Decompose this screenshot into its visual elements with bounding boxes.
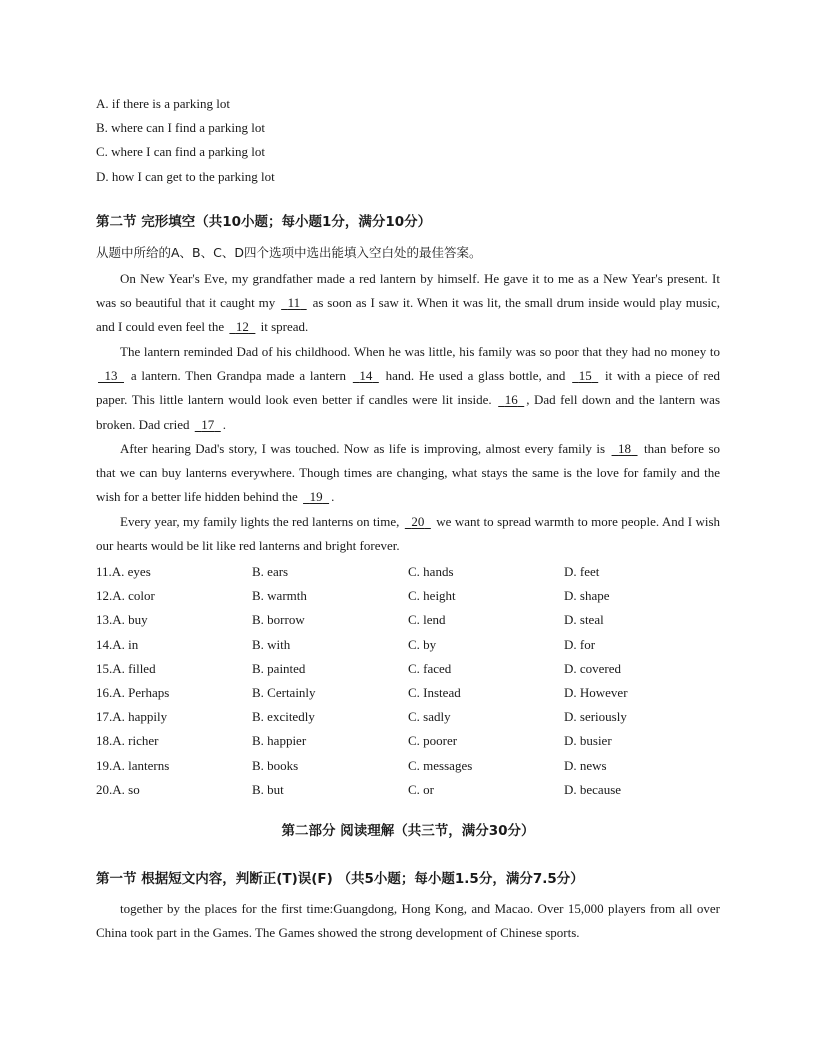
choice-option: 19.A. lanterns bbox=[96, 757, 170, 773]
passage-text: it with a piece of red paper. This little lantern would look even better if candles were lit inside. bbox=[96, 368, 721, 408]
part2-passage: together by the places for the first time:Guangdong, Hong Kong, and Macao. Over 15,000 players from all over China took part in the Games. The Games showed the strong development of Chinese sports. bbox=[96, 901, 720, 941]
blank-14: 14 bbox=[359, 368, 373, 384]
choice-option: D. shape bbox=[564, 588, 610, 604]
prev-option-b: B. where can I find a parking lot bbox=[96, 120, 265, 135]
choice-option: D. feet bbox=[564, 564, 600, 579]
blank-11: 11 bbox=[287, 295, 301, 311]
blank-15: 15 bbox=[578, 368, 592, 384]
blank-18: 18 bbox=[618, 441, 632, 456]
blank-13: 13 bbox=[104, 368, 118, 384]
choice-option: B. warmth bbox=[252, 588, 307, 604]
choice-option: D. because bbox=[564, 781, 622, 797]
choice-option: 20.A. so bbox=[96, 781, 140, 797]
choice-option: C. lend bbox=[408, 612, 446, 628]
choice-option: D. busier bbox=[564, 733, 612, 749]
choice-row-18 bbox=[96, 729, 720, 753]
choice-option: B. but bbox=[252, 781, 284, 797]
passage-text: we want to spread warmth to more people. And I wish our hearts would be lit like red lanterns and bright forever. bbox=[96, 514, 721, 554]
blank-12: 12 bbox=[235, 319, 249, 335]
choice-option: C. faced bbox=[408, 660, 452, 676]
choice-row-13 bbox=[96, 608, 720, 632]
choice-option: 11.A. eyes bbox=[96, 564, 151, 579]
choice-option: C. sadly bbox=[408, 709, 451, 725]
prev-option-d: D. how I can get to the parking lot bbox=[96, 169, 275, 184]
passage-paragraph-4 bbox=[96, 510, 720, 558]
choice-option: D. However bbox=[564, 684, 628, 700]
choice-row-17 bbox=[96, 705, 720, 729]
choice-option: B. excitedly bbox=[252, 709, 315, 725]
choice-option: D. news bbox=[564, 757, 607, 773]
choice-option: C. Instead bbox=[408, 684, 461, 700]
choice-option: C. hands bbox=[408, 564, 454, 579]
passage-text: After hearing Dad's story, I was touched. Now as life is improving, almost every family is bbox=[120, 441, 606, 456]
passage-text: than before so that we can buy lanterns everywhere. Though times are changing, what stays the same is the love for family and the wish for a better life hidden behind the bbox=[96, 441, 721, 505]
passage-text: it spread. bbox=[260, 319, 309, 335]
passage-paragraph-2 bbox=[96, 340, 720, 437]
passage-text: . bbox=[331, 489, 335, 505]
passage-text: hand. He used a glass bottle, and bbox=[385, 368, 566, 384]
choice-option: C. poorer bbox=[408, 733, 458, 749]
blank-19: 19 bbox=[309, 489, 323, 505]
choice-option: B. with bbox=[252, 636, 291, 652]
choice-row-16 bbox=[96, 681, 720, 705]
choice-option: B. Certainly bbox=[252, 684, 316, 700]
choice-option: 14.A. in bbox=[96, 636, 139, 652]
passage-text: as soon as I saw it. When it was lit, the small drum inside would play music, and I could even feel the bbox=[96, 295, 721, 335]
choice-option: 13.A. buy bbox=[96, 612, 148, 628]
choice-option: 12.A. color bbox=[96, 588, 155, 604]
choice-option: D. seriously bbox=[564, 709, 627, 725]
choice-option: B. painted bbox=[252, 660, 306, 676]
blank-20: 20 bbox=[411, 514, 425, 529]
choice-option: B. ears bbox=[252, 564, 289, 579]
blank-17: 17 bbox=[201, 416, 215, 432]
choice-option: 18.A. richer bbox=[96, 733, 159, 749]
passage-paragraph-3 bbox=[96, 437, 720, 510]
choice-option: C. or bbox=[408, 781, 434, 797]
choice-option: C. by bbox=[408, 636, 437, 652]
passage-text: . bbox=[222, 416, 226, 432]
passage-text: a lantern. Then Grandpa made a lantern bbox=[130, 368, 347, 384]
prev-option-c: C. where I can find a parking lot bbox=[96, 144, 265, 159]
part2-title: 第二部分 阅读理解（共三节，满分30分） bbox=[281, 823, 535, 839]
choice-option: D. for bbox=[564, 636, 596, 652]
passage-text: The lantern reminded Dad of his childhood. When he was little, his family was so poor that they had no money to bbox=[120, 344, 720, 359]
section2-heading: 第二节 完形填空（共10小题；每小题1分，满分10分） bbox=[96, 214, 432, 230]
choice-row-14 bbox=[96, 633, 720, 657]
section2-instruction: 从题中所给的A、B、C、D四个选项中选出能填入空白处的最佳答案。 bbox=[96, 245, 482, 260]
choice-row-20 bbox=[96, 778, 720, 802]
choice-option: 17.A. happily bbox=[96, 709, 168, 725]
prev-option-a: A. if there is a parking lot bbox=[96, 96, 230, 111]
choice-option: 15.A. filled bbox=[96, 660, 156, 676]
choice-option: D. steal bbox=[564, 612, 604, 628]
choice-option: B. books bbox=[252, 757, 299, 773]
choice-row-19 bbox=[96, 754, 720, 778]
choice-option: C. height bbox=[408, 588, 456, 604]
answer-choices-table bbox=[96, 560, 720, 802]
passage-text: , Dad fell down and the lantern was broken. Dad cried bbox=[96, 392, 721, 432]
choice-row-12 bbox=[96, 584, 720, 608]
part2-section1-heading: 第一节 根据短文内容，判断正(T)误(F) （共5小题；每小题1.5分，满分7.5分） bbox=[96, 871, 584, 887]
choice-option: B. happier bbox=[252, 733, 307, 749]
choice-option: D. covered bbox=[564, 660, 622, 676]
choice-option: 16.A. Perhaps bbox=[96, 684, 170, 700]
passage-text: On New Year's Eve, my grandfather made a red lantern by himself. He gave it to me as a New Year's present. It was so beautiful that it caught my bbox=[96, 271, 720, 311]
passage-paragraph-1 bbox=[96, 267, 720, 340]
choice-row-11 bbox=[96, 560, 720, 584]
passage-text: Every year, my family lights the red lanterns on time, bbox=[120, 514, 400, 529]
choice-row-15 bbox=[96, 657, 720, 681]
blank-16: 16 bbox=[504, 392, 518, 408]
choice-option: C. messages bbox=[408, 757, 473, 773]
choice-option: B. borrow bbox=[252, 612, 305, 628]
